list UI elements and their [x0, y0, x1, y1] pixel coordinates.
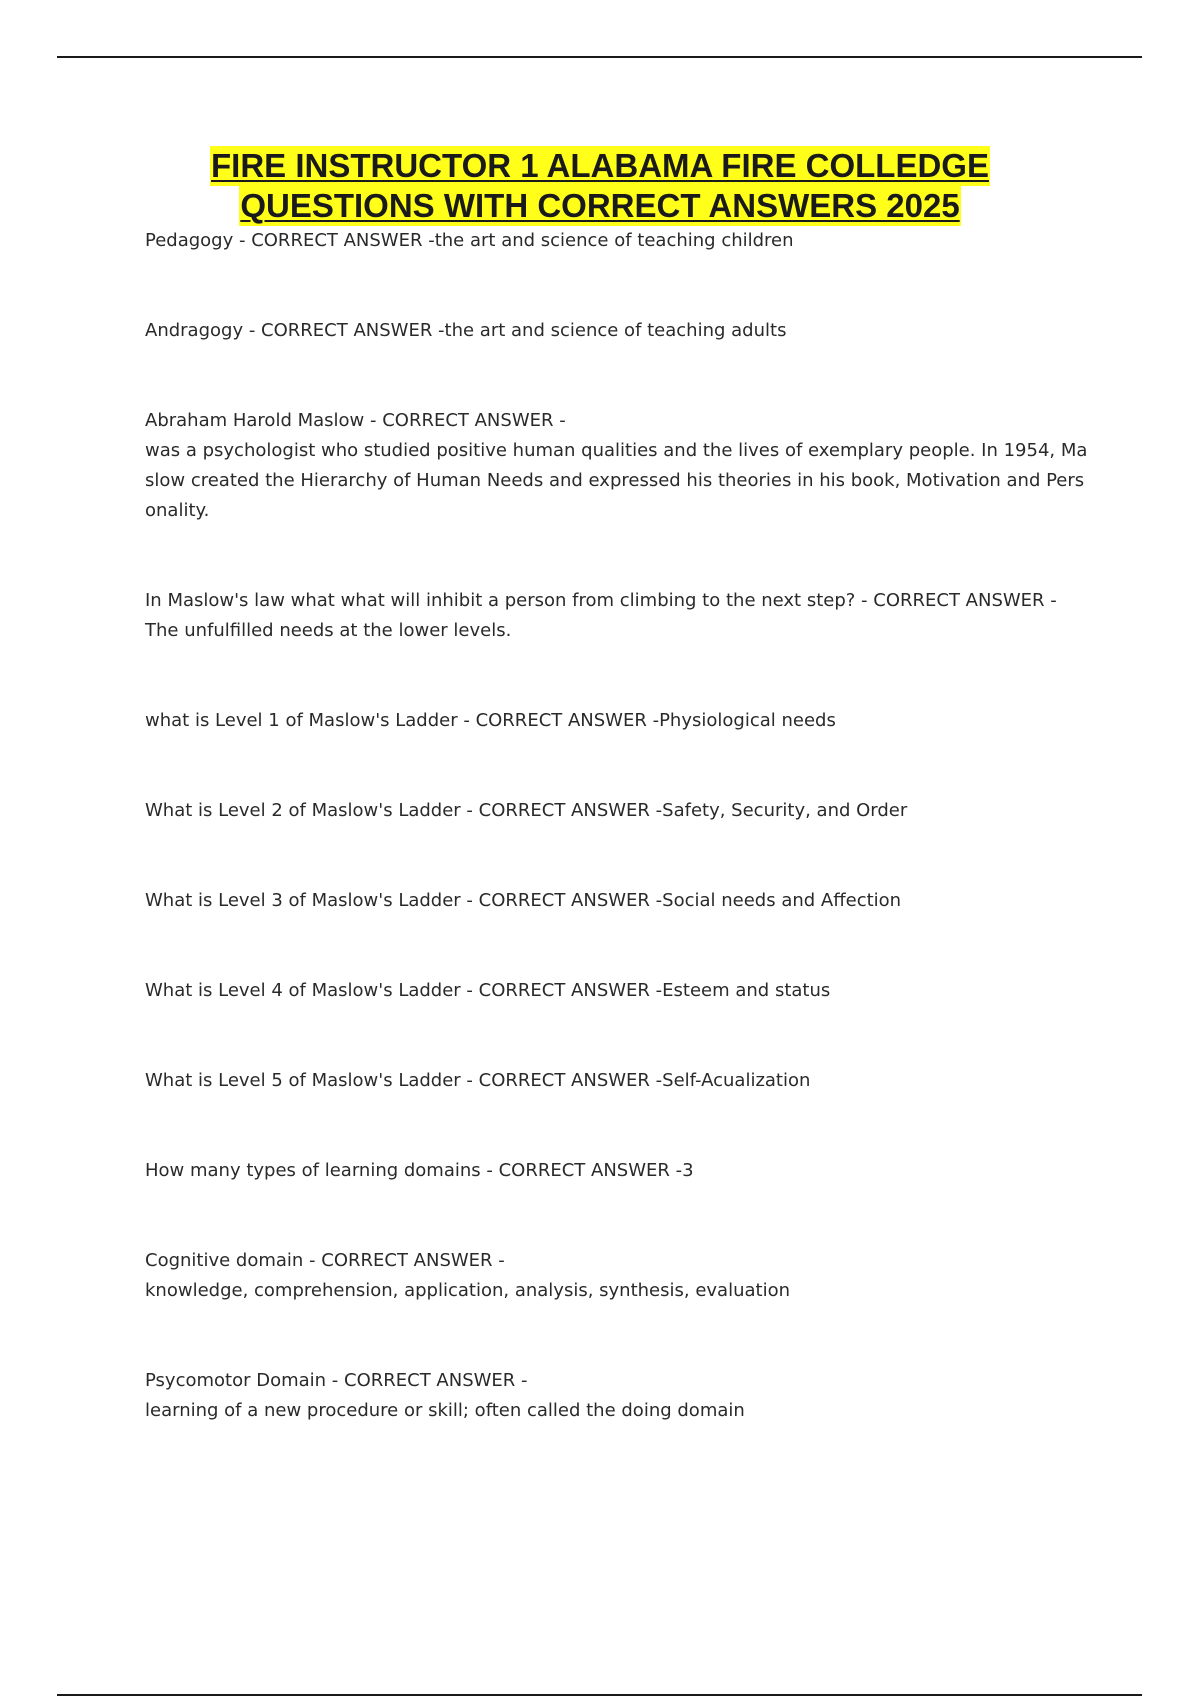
answer-text: the art and science of teaching adults	[444, 320, 787, 341]
answer-text: Physiological needs	[659, 710, 836, 731]
qa-item	[145, 1366, 1090, 1426]
answer-text: Self-Acualization	[662, 1070, 811, 1091]
question-text: How many types of learning domains - CORRECT ANSWER -	[145, 1160, 683, 1181]
answer-text: Safety, Security, and Order	[662, 800, 908, 821]
qa-list	[145, 226, 1090, 1426]
title-line-1: FIRE INSTRUCTOR 1 ALABAMA FIRE COLLEDGE	[211, 147, 989, 184]
question-text: Cognitive domain - CORRECT ANSWER -	[145, 1250, 505, 1271]
answer-text: learning of a new procedure or skill; often called the doing domain	[145, 1400, 745, 1421]
qa-item	[145, 886, 1090, 916]
question-text: What is Level 5 of Maslow's Ladder - CORRECT ANSWER -	[145, 1070, 663, 1091]
qa-item	[145, 976, 1090, 1006]
qa-item	[145, 1156, 1090, 1186]
question-text: What is Level 2 of Maslow's Ladder - CORRECT ANSWER -	[145, 800, 663, 821]
answer-text: was a psychologist who studied positive human qualities and the lives of exemplary people. In 1954, Maslow created the Hierarchy of Human Needs and expressed his theories in his book, Motivation and Personality.	[145, 440, 1088, 521]
qa-item	[145, 586, 1090, 646]
question-text: Pedagogy - CORRECT ANSWER -	[145, 230, 435, 251]
qa-item	[145, 226, 1090, 256]
title-line-2: QUESTIONS WITH CORRECT ANSWERS 2025	[240, 187, 960, 224]
answer-text: Esteem and status	[662, 980, 831, 1001]
bottom-rule	[57, 1694, 1142, 1696]
qa-item	[145, 1066, 1090, 1096]
question-text: What is Level 3 of Maslow's Ladder - CORRECT ANSWER -	[145, 890, 663, 911]
answer-text: knowledge, comprehension, application, analysis, synthesis, evaluation	[145, 1280, 791, 1301]
question-text: Andragogy - CORRECT ANSWER -	[145, 320, 445, 341]
answer-text: the art and science of teaching children	[434, 230, 794, 251]
qa-item	[145, 796, 1090, 826]
top-rule	[57, 56, 1142, 58]
qa-item	[145, 1246, 1090, 1306]
qa-item	[145, 406, 1090, 526]
question-text: what is Level 1 of Maslow's Ladder - CORRECT ANSWER -	[145, 710, 660, 731]
answer-text: The unfulfilled needs at the lower levels.	[145, 620, 512, 641]
answer-text: Social needs and Affection	[662, 890, 902, 911]
question-text: In Maslow's law what what will inhibit a person from climbing to the next step? - CORRECT ANSWER -	[145, 590, 1057, 611]
qa-item	[145, 316, 1090, 346]
document-title	[0, 146, 1200, 226]
question-text: Psycomotor Domain - CORRECT ANSWER -	[145, 1370, 528, 1391]
answer-text: 3	[682, 1160, 694, 1181]
qa-item	[145, 706, 1090, 736]
question-text: Abraham Harold Maslow - CORRECT ANSWER -	[145, 410, 566, 431]
question-text: What is Level 4 of Maslow's Ladder - CORRECT ANSWER -	[145, 980, 663, 1001]
